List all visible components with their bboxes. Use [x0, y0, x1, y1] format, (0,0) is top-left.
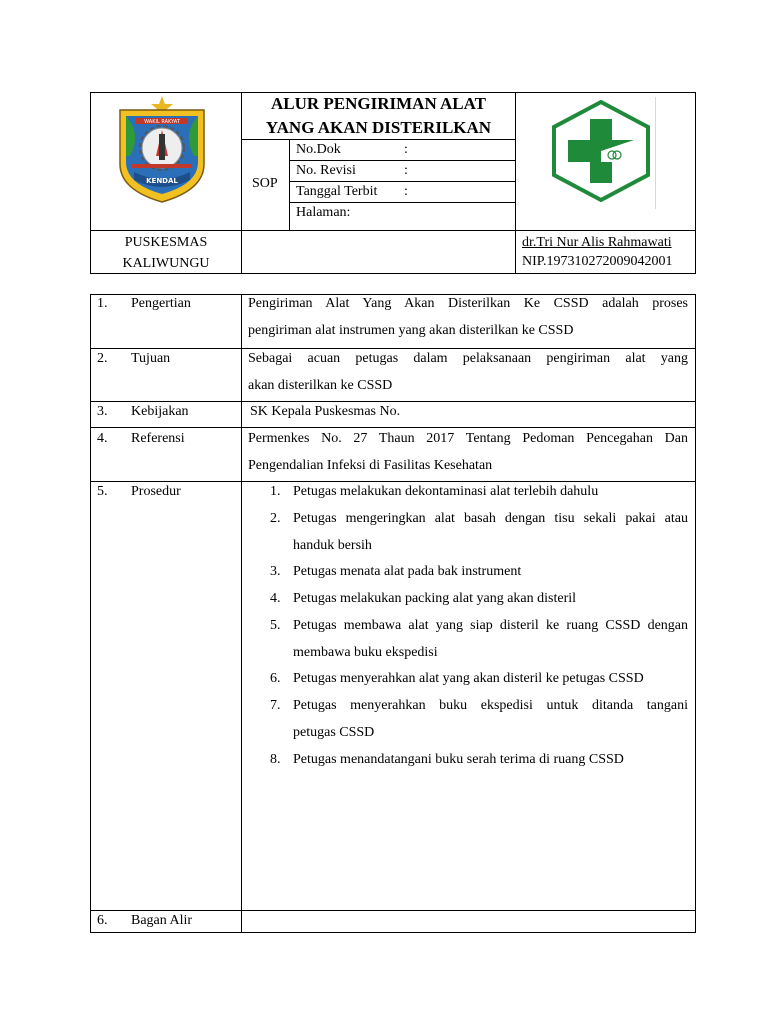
sop-label: SOP: [252, 176, 278, 191]
signer-nip: NIP.197310272009042001: [522, 254, 673, 269]
section-1-text-line-2: pengiriman alat instrumen yang akan disterilkan ke CSSD: [248, 323, 574, 338]
section-3-label: Kebijakan: [131, 404, 189, 419]
procedure-5-line-1: Petugas membawa alat yang siap disteril ke ruang CSSD dengan: [293, 618, 688, 633]
section-4-text-line-2: Pengendalian Infeksi di Fasilitas Kesehatan: [248, 458, 493, 473]
procedure-3-line-1: Petugas menata alat pada bak instrument: [293, 564, 522, 579]
procedure-1-line-1: Petugas melakukan dekontaminasi alat terlebih dahulu: [293, 484, 599, 499]
procedure-6-line-1: Petugas menyerahkan alat yang akan disteril ke petugas CSSD: [293, 671, 644, 686]
procedure-2-line-1: Petugas mengeringkan alat basah dengan tisu sekali pakai atau: [293, 511, 688, 526]
procedure-3-number: 3.: [270, 564, 281, 579]
section-4-number: 4.: [97, 431, 108, 446]
field-tanggal-terbit-sep: :: [404, 184, 408, 199]
logo-top-text: WAKIL RAKYAT: [144, 119, 180, 125]
section-2-number: 2.: [97, 351, 108, 366]
section-4-text-line-1: Permenkes No. 27 Thaun 2017 Tentang Pedoman Pencegahan Dan: [248, 431, 688, 446]
org-line-1: PUSKESMAS: [124, 235, 208, 250]
kendal-regency-logo: [112, 94, 212, 206]
field-no-dok-label: No.Dok: [296, 142, 341, 157]
title-line-1: ALUR PENGIRIMAN ALAT: [270, 94, 487, 113]
procedure-5-line-2: membawa buku ekspedisi: [293, 645, 438, 660]
procedure-4-number: 4.: [270, 591, 281, 606]
section-1-text-line-1: Pengiriman Alat Yang Akan Disterilkan Ke CSSD adalah proses: [248, 296, 688, 311]
section-6-label: Bagan Alir: [131, 913, 193, 928]
section-3-text-line-1: SK Kepala Puskesmas No.: [250, 404, 401, 419]
logo-divider: [655, 97, 656, 209]
organization-name: [91, 232, 241, 274]
section-1-number: 1.: [97, 296, 108, 311]
section-2-text-line-1: Sebagai acuan petugas dalam pelaksanaan pengiriman alat yang: [248, 351, 688, 366]
procedure-7-line-1: Petugas menyerahkan buku ekspedisi untuk ditanda tangani: [293, 698, 688, 713]
field-tanggal-terbit-label: Tanggal Terbit: [296, 184, 378, 199]
section-4-label: Referensi: [131, 431, 185, 446]
title-line-2: YANG AKAN DISTERILKAN: [265, 118, 492, 137]
procedure-8-number: 8.: [270, 752, 281, 767]
procedure-7-number: 7.: [270, 698, 281, 713]
logo-ribbon-text: KENDAL: [146, 177, 178, 185]
health-cross-logo: [548, 99, 654, 203]
procedure-7-line-2: petugas CSSD: [293, 725, 375, 740]
procedure-1-number: 1.: [270, 484, 281, 499]
section-6-number: 6.: [97, 913, 108, 928]
section-2-label: Tujuan: [131, 351, 171, 366]
procedure-2-line-2: handuk bersih: [293, 538, 372, 553]
section-2-text-line-2: akan disterilkan ke CSSD: [248, 378, 393, 393]
section-1-label: Pengertian: [131, 296, 191, 311]
field-no-dok-sep: :: [404, 142, 408, 157]
section-5-number: 5.: [97, 484, 108, 499]
field-no-revisi-sep: :: [404, 163, 408, 178]
signer-name: dr.Tri Nur Alis Rahmawati: [522, 235, 672, 250]
org-line-2: KALIWUNGU: [122, 256, 210, 271]
section-5-label: Prosedur: [131, 484, 181, 499]
document-title: [242, 92, 515, 140]
procedure-8-line-1: Petugas menandatangani buku serah terima di ruang CSSD: [293, 752, 624, 767]
field-no-revisi-label: No. Revisi: [296, 163, 356, 178]
procedure-6-number: 6.: [270, 671, 281, 686]
procedure-4-line-1: Petugas melakukan packing alat yang akan disteril: [293, 591, 577, 606]
section-3-number: 3.: [97, 404, 108, 419]
procedure-2-number: 2.: [270, 511, 281, 526]
field-halaman-label: Halaman:: [296, 205, 351, 220]
procedure-5-number: 5.: [270, 618, 281, 633]
